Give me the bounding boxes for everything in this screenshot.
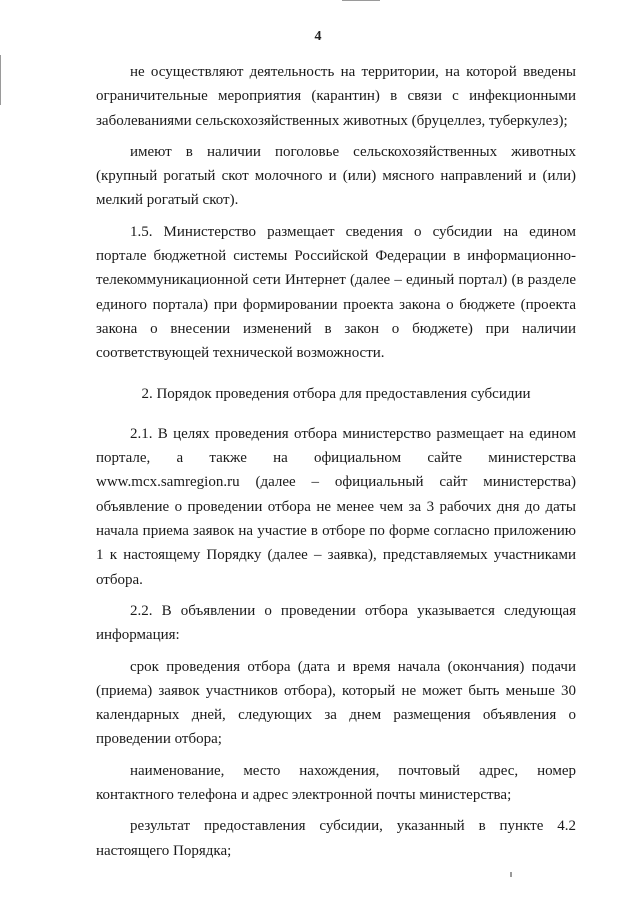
paragraph-2-2: 2.2. В объявлении о проведении отбора указывается следующая информация: — [96, 602, 576, 644]
paragraph-livestock: имеют в наличии поголовье сельскохозяйственных животных (крупный рогатый скот молочного и (или) мясного направлений и (или) мелкий рогатый скот). — [96, 143, 576, 209]
scan-edge-mark — [0, 55, 1, 105]
scan-dot — [510, 872, 512, 877]
scan-top-mark — [342, 0, 380, 1]
paragraph-2-1-first-line: 2.1. В целях проведения отбора министерство размещает на едином — [130, 425, 576, 442]
paragraph-quarantine: не осуществляют деятельность на территории, на которой введены ограничительные мероприятия (карантин) в связи с инфекционными заболеваниями сельскохозяйственных животных (бруцеллез, туберкулез); — [96, 64, 576, 129]
paragraph-1-5: 1.5. Министерство размещает сведения о субсидии на едином портале бюджетной системы Российской Федерации в информационно-телекоммуникационной сети Интернет (далее – единый портал) (в разделе единого портала) при формировании проекта закона о бюджете (проекта закона о внесении изменений в закон о бюджете) при наличии соответствующей технической возможности. — [96, 223, 576, 362]
paragraph-2-1: портале, а также на официальном сайте министерства www.mcx.samregion.ru (далее – официальный сайт министерства) объявление о проведении отбора не менее чем за 3 рабочих дня до даты начала приема заявок на участие в отборе по форме согласно приложению 1 к настоящему Порядку (далее – заявка), представляемых участниками отбора. — [96, 450, 576, 588]
section-heading: 2. Порядок проведения отбора для предоставления субсидии — [141, 385, 531, 402]
paragraph-deadline: срок проведения отбора (дата и время начала (окончания) подачи (приема) заявок участников отбора), который не может быть меньше 30 календарных дней, следующих за днем размещения объявления о проведении отбора; — [96, 658, 576, 748]
paragraph-contacts: наименование, место нахождения, почтовый адрес, номер контактного телефона и адрес электронной почты министерства; — [96, 762, 576, 804]
page-number: 4 — [314, 29, 322, 44]
document-body — [96, 60, 576, 863]
paragraph-result: результат предоставления субсидии, указанный в пункте 4.2 настоящего Порядка; — [96, 818, 576, 859]
